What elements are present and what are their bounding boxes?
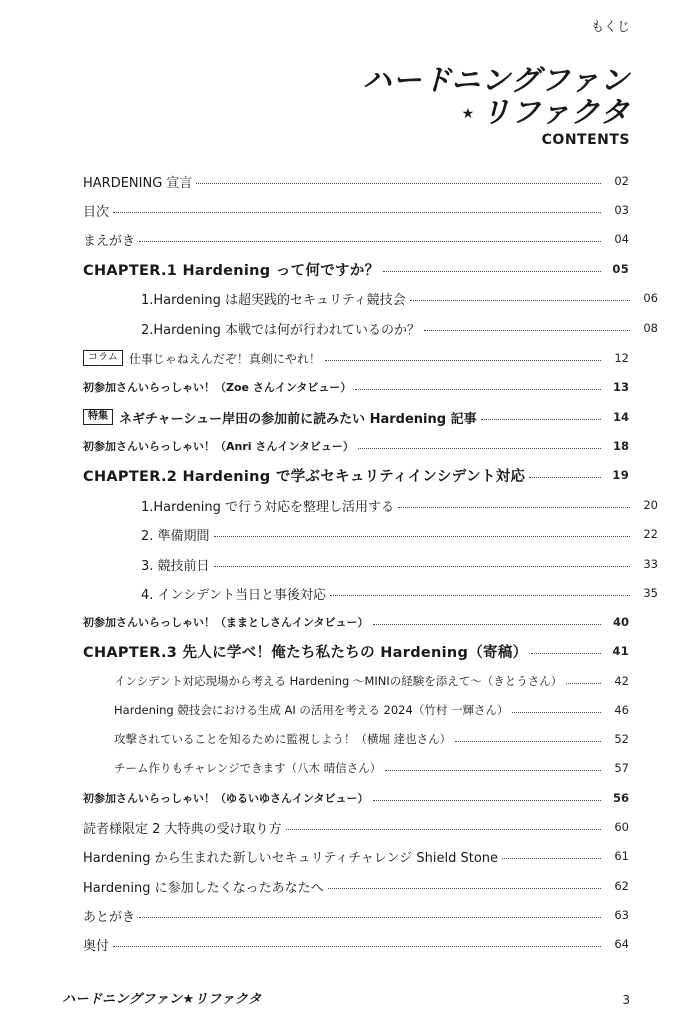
dot-leader	[566, 683, 601, 684]
toc-chapter	[83, 463, 629, 487]
toc-section	[83, 316, 658, 340]
toc-page-number: 41	[612, 644, 629, 658]
toc-chapter-label: CHAPTER.1 Hardening って何ですか？	[83, 262, 380, 279]
toc-page-number: 40	[612, 615, 629, 629]
toc-section-label: 3. 競技前日	[141, 558, 210, 574]
dot-leader	[113, 946, 601, 947]
toc-entry-label: 仕事じゃねえんだぞ！真剣にやれ！	[128, 351, 321, 366]
toc-entry	[83, 198, 629, 222]
toc-page-number: 22	[643, 527, 658, 541]
toc-contribution	[83, 756, 629, 780]
toc-contribution	[83, 698, 629, 722]
toc-page-number: 62	[614, 879, 629, 893]
toc-entry-label: 初参加さんいらっしゃい！（Zoe さんインタビュー）	[83, 381, 352, 394]
dot-leader	[196, 183, 601, 184]
dot-leader	[139, 917, 601, 918]
toc-page-number: 02	[614, 174, 629, 188]
toc-entry	[83, 169, 629, 193]
title-line-2	[362, 96, 630, 130]
toc-section	[83, 493, 658, 517]
toc-page-number: 14	[612, 410, 629, 424]
toc-interview	[83, 375, 629, 399]
toc-entry-label: あとがき	[83, 909, 136, 925]
toc-page-number: 57	[614, 761, 629, 775]
running-head: もくじ	[590, 20, 630, 35]
toc-chapter	[83, 257, 629, 281]
toc-entry-label: 読者様限定 2 大特典の受け取り方	[83, 821, 282, 837]
footer-book-title: ハードニングファン★リファクタ	[62, 992, 262, 1007]
toc-interview	[83, 610, 629, 634]
dot-leader	[531, 653, 601, 654]
toc-page-number: 06	[643, 291, 658, 305]
toc-page-number: 33	[643, 557, 658, 571]
dot-leader	[410, 300, 630, 301]
dot-leader	[385, 770, 601, 771]
dot-leader	[330, 595, 630, 596]
toc-page-number: 64	[614, 937, 629, 951]
toc-section-label: 1.Hardening で行う対応を整理し活用する	[141, 499, 394, 515]
toc-chapter-label: CHAPTER.2 Hardening で学ぶセキュリティインシデント対応	[83, 468, 526, 485]
toc-page-number: 63	[614, 908, 629, 922]
toc-section-label: 2.Hardening 本戦では何が行われているのか？	[141, 322, 420, 338]
toc-interview	[83, 434, 629, 458]
dot-leader	[512, 712, 601, 713]
toc-entry-label: 初参加さんいらっしゃい！（ままとしさんインタビュー）	[83, 616, 369, 629]
toc-page-number: 08	[643, 321, 658, 335]
dot-leader	[383, 271, 601, 272]
toc-entry-label: Hardening から生まれた新しいセキュリティチャレンジ Shield Stone	[83, 850, 499, 866]
toc-entry-label: 攻撃されていることを知るために監視しよう！（横堀 達也さん）	[114, 732, 452, 746]
toc-chapter	[83, 639, 629, 663]
dot-leader	[214, 566, 630, 567]
star-icon: ★	[461, 106, 476, 122]
toc-feature-entry	[83, 405, 629, 429]
dot-leader	[214, 536, 630, 537]
dot-leader	[502, 858, 601, 859]
toc-page-number: 61	[614, 849, 629, 863]
dot-leader	[325, 360, 601, 361]
toc-page-number: 35	[643, 586, 658, 600]
dot-leader	[328, 888, 601, 889]
toc-section-label: 2. 準備期間	[141, 528, 210, 544]
dot-leader	[398, 507, 630, 508]
column-tag: コラム	[83, 350, 123, 366]
title-line-1: ハードニングファン	[362, 63, 630, 97]
dot-leader	[113, 212, 601, 213]
contents-heading: CONTENTS	[541, 132, 630, 148]
toc-entry	[83, 227, 629, 251]
title-line-2-text: リファクタ	[481, 95, 630, 129]
toc-page-number: 18	[612, 439, 629, 453]
toc-entry	[83, 874, 629, 898]
dot-leader	[373, 800, 601, 801]
toc-contribution	[83, 669, 629, 693]
toc-entry-label: ネギチャーシュー岸田の参加前に読みたい Hardening 記事	[119, 411, 477, 427]
toc-page-number: 46	[614, 703, 629, 717]
toc-page-number: 03	[614, 203, 629, 217]
toc-page-number: 05	[612, 262, 629, 276]
toc-entry	[83, 844, 629, 868]
dot-leader	[355, 389, 601, 390]
toc-entry-label: 奥付	[83, 938, 110, 954]
dot-leader	[358, 448, 601, 449]
toc-section	[83, 552, 658, 576]
toc-page-number: 52	[614, 732, 629, 746]
toc-page-number: 04	[614, 232, 629, 246]
dot-leader	[455, 741, 601, 742]
toc-section	[83, 581, 658, 605]
toc-entry-label: チーム作りもチャレンジできます（八木 晴信さん）	[114, 761, 382, 775]
toc-section-label: 1.Hardening は超実践的セキュリティ競技会	[141, 292, 406, 308]
toc-page-number: 60	[614, 820, 629, 834]
toc-entry-label: まえがき	[83, 233, 136, 249]
toc-chapter-label: CHAPTER.3 先人に学べ！俺たち私たちの Hardening（寄稿）	[83, 644, 528, 661]
dot-leader	[139, 241, 601, 242]
toc-entry-label: Hardening 競技会における生成 AI の活用を考える 2024（竹村 一輝さん）	[114, 703, 509, 717]
toc-entry	[83, 903, 629, 927]
toc-section	[83, 286, 658, 310]
toc-page-number: 19	[612, 468, 629, 482]
toc-entry-label: 初参加さんいらっしゃい！（ゆるいゆさんインタビュー）	[83, 792, 369, 805]
toc-page-number: 56	[612, 791, 629, 805]
toc-page-number: 20	[643, 498, 658, 512]
toc-column-entry	[83, 346, 629, 370]
toc-entry	[83, 815, 629, 839]
toc-page-number: 12	[614, 351, 629, 365]
dot-leader	[424, 330, 630, 331]
toc-page-number: 13	[612, 380, 629, 394]
book-title	[362, 64, 630, 148]
toc-section	[83, 522, 658, 546]
toc-entry-label: HARDENING 宣言	[83, 175, 193, 191]
dot-leader	[286, 829, 601, 830]
toc-page-number: 42	[614, 674, 629, 688]
toc-entry-label: 初参加さんいらっしゃい！（Anri さんインタビュー）	[83, 440, 354, 453]
feature-tag: 特集	[83, 409, 113, 425]
toc-entry-label: Hardening に参加したくなったあなたへ	[83, 880, 324, 896]
toc-contribution	[83, 727, 629, 751]
footer-page-number: 3	[622, 993, 630, 1007]
toc-entry	[83, 932, 629, 956]
dot-leader	[529, 477, 601, 478]
toc-section-label: 4. インシデント当日と事後対応	[141, 587, 326, 603]
dot-leader	[481, 419, 601, 420]
dot-leader	[373, 624, 601, 625]
toc-entry-label: インシデント対応現場から考える Hardening ～MINIの経験を添えて～（きとうさん）	[114, 674, 563, 688]
toc-interview	[83, 786, 629, 810]
toc-entry-label: 目次	[83, 204, 110, 220]
